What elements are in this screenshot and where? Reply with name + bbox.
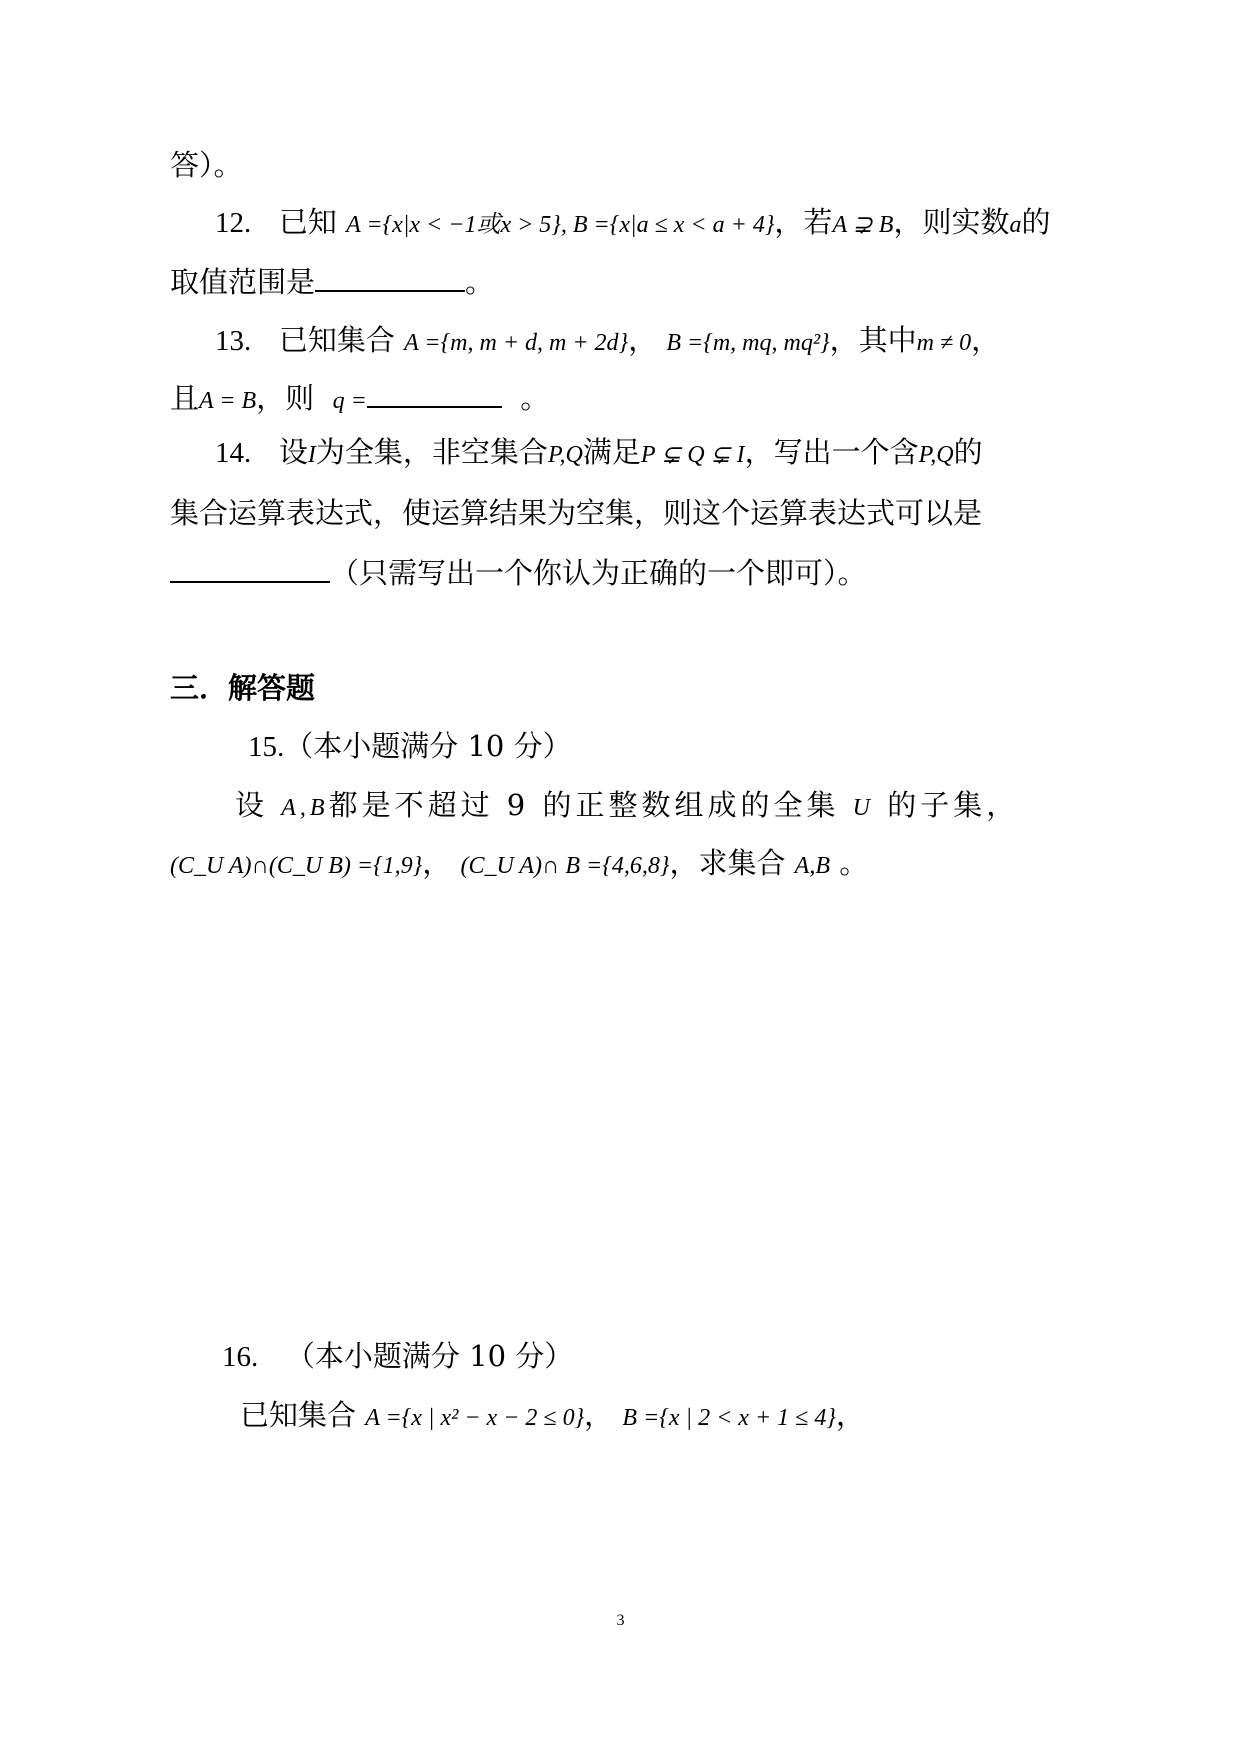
text: ，	[584, 1398, 614, 1432]
text: 已知集合	[278, 323, 395, 357]
question-14-line2	[170, 493, 982, 533]
math-variable: A,B	[281, 795, 329, 821]
question-16-body	[240, 1395, 865, 1438]
question-number: 14.	[215, 437, 252, 469]
math-expression: A ={x | x² − x − 2 ≤ 0}	[365, 1405, 585, 1431]
text: 取值范围是	[170, 265, 316, 299]
text: ，	[971, 323, 1001, 357]
text: 。	[839, 846, 869, 880]
question-15-body2	[170, 843, 868, 886]
text: ，求集合	[669, 846, 786, 880]
question-13-line2	[170, 378, 549, 421]
text: 的子集，	[887, 788, 1020, 822]
answer-blank[interactable]	[170, 553, 330, 583]
math-expression: B ={m, mq, mq²}	[666, 330, 830, 356]
text: 为全集，非空集合	[315, 435, 548, 469]
math-variable: I	[307, 442, 316, 468]
text: 的	[953, 435, 983, 469]
text: ，写出一个含	[744, 435, 919, 469]
text: ，若	[774, 205, 833, 239]
math-expression: A ={x|x < −1或x > 5}, B ={x|a ≤ x < a + 4}	[346, 212, 775, 238]
question-12-line2	[170, 262, 494, 302]
math-expression: P ⊊ Q ⊊ I	[640, 442, 745, 468]
text: 已知集合	[240, 1398, 357, 1432]
text: 设	[278, 435, 308, 469]
math-variable: A,B	[794, 853, 830, 879]
continuation-line	[170, 145, 243, 185]
text: 答）。	[170, 148, 243, 182]
math-variable: U	[852, 795, 875, 821]
question-16-head	[222, 1336, 573, 1377]
section-heading	[170, 668, 315, 708]
question-14-line3	[170, 553, 867, 593]
math-variable: P,Q	[547, 442, 583, 468]
question-14-line1	[215, 432, 983, 475]
section-title: 三．解答题	[170, 671, 316, 705]
question-number: 15.	[248, 731, 285, 763]
text: 的	[1021, 205, 1051, 239]
question-12-line1	[215, 202, 1050, 245]
question-15-head	[248, 726, 572, 767]
math-expression: m ≠ 0	[916, 330, 972, 356]
text: 满足	[582, 435, 641, 469]
text: ，	[422, 846, 452, 880]
text: 已知	[278, 205, 337, 239]
math-expression: (C_U A)∩(C_U B) ={1,9}	[170, 853, 423, 879]
question-number: 12.	[215, 207, 252, 239]
math-variable: a	[1009, 212, 1022, 238]
question-number: 16.	[222, 1341, 259, 1373]
math-expression: (C_U A)∩ B ={4,6,8}	[460, 853, 670, 879]
text: 集合运算表达式，使运算结果为空集，则这个运算表达式可以是	[170, 496, 983, 530]
text: ，	[628, 323, 658, 357]
math-expression: B ={x | 2 < x + 1 ≤ 4}	[622, 1405, 836, 1431]
answer-blank[interactable]	[367, 378, 502, 408]
text: 设	[235, 788, 269, 822]
page-number: 3	[616, 1612, 625, 1629]
question-number: 13.	[215, 325, 252, 357]
text: ，	[835, 1398, 865, 1432]
text: ，则实数	[893, 205, 1010, 239]
math-expression: q =	[332, 388, 367, 414]
question-score: （本小题满分 10 分）	[285, 1339, 574, 1373]
math-variable: P,Q	[918, 442, 954, 468]
math-expression: A ⊋ B	[832, 212, 894, 238]
text: 且	[170, 381, 200, 415]
question-13-line1	[215, 320, 1000, 363]
answer-blank[interactable]	[315, 262, 465, 292]
question-15-body1	[235, 785, 1019, 828]
text: （只需写出一个你认为正确的一个即可）。	[330, 556, 867, 590]
text: ，其中	[829, 323, 917, 357]
text: 。	[520, 381, 550, 415]
text: ，则	[256, 381, 315, 415]
math-expression: A = B	[199, 388, 257, 414]
math-expression: A ={m, m + d, m + 2d}	[404, 330, 629, 356]
text: 。	[465, 265, 495, 299]
text: 都是不超过 9 的正整数组成的全集	[328, 788, 840, 822]
question-score: （本小题满分 10 分）	[284, 729, 572, 763]
